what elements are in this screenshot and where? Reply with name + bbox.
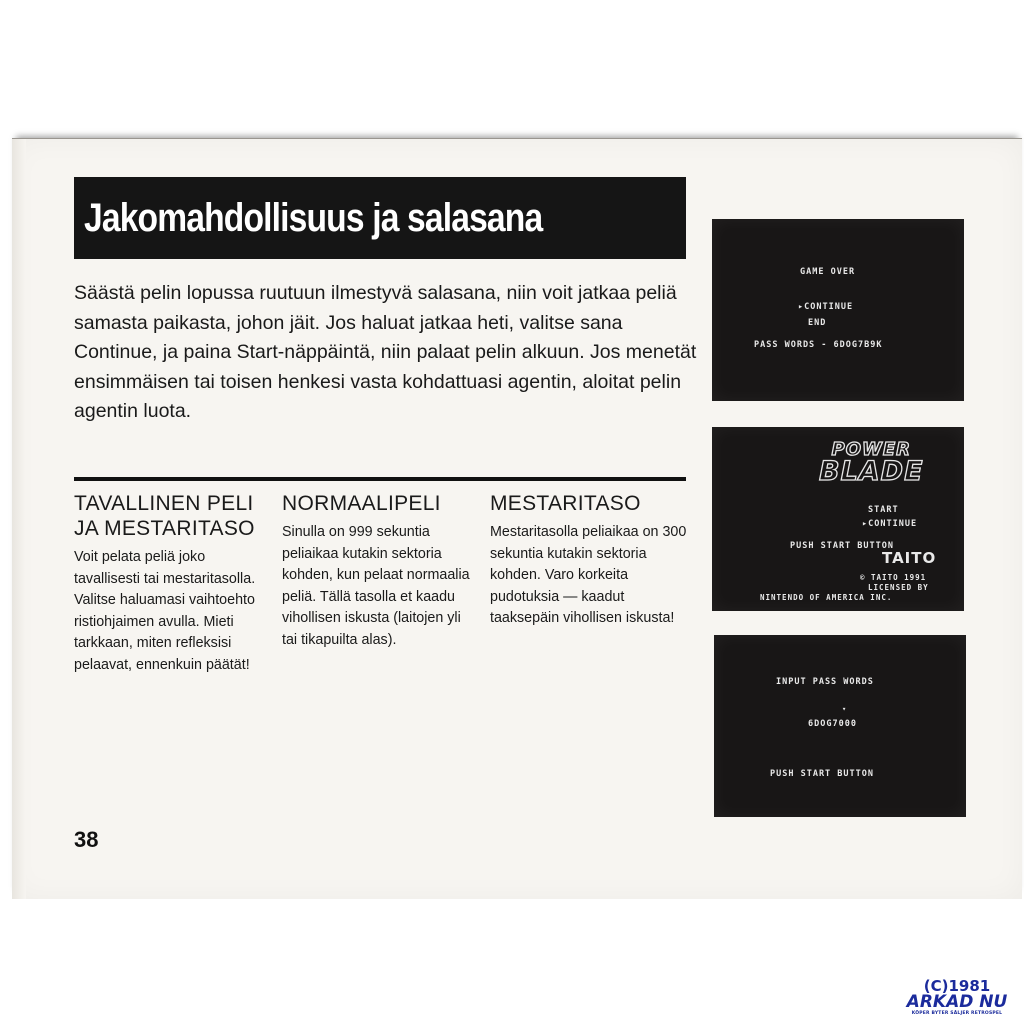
game-over-title: GAME OVER [800,267,856,277]
licensed-line: LICENSED BY [868,583,929,592]
column-body: Voit pelata peliä joko tavallisesti tai mestaritasolla. Valitse haluamasi vaihtoehto ristiohjaimen avulla. Mieti tarkkaan, miten refleksisi pelaavat, ennenkuin päätät! [74,549,256,673]
password-line: PASS WORDS - 6DOG7B9K [754,340,883,350]
password-code: 6DOG7000 [808,719,857,729]
column-heading: TAVALLINEN PELI JA MESTARITASO [74,492,255,540]
page-number: 38 [74,827,99,852]
power-blade-logo: POWER BLADE [819,439,924,487]
title-bar [74,177,686,259]
column-heading: MESTARITASO [490,492,641,515]
page-edge [12,139,26,899]
copyright-line: © TAITO 1991 [860,573,927,582]
taito-logo: TAITO [882,549,937,567]
column-body: Sinulla on 999 sekuntia peliaikaa kutakin sektoria kohden, kun pelaat normaalia peliä. Tällä tasolla et kaadu vihollisen iskusta (laitojen yli tai tikapuilta alas). [282,524,470,648]
column-body: Mestaritasolla peliaikaa on 300 sekuntia kutakin sektoria kohden. Varo korkeita pudotuksia — kaadut taaksepäin vihollisen iskusta! [490,524,687,626]
push-start-prompt: PUSH START BUTTON [770,769,874,779]
input-password-screenshot [714,635,966,817]
column-normal-game [282,491,477,651]
page-title: Jakomahdollisuus ja salasana [84,195,543,240]
title-screen-screenshot [712,427,964,611]
nintendo-line: NINTENDO OF AMERICA INC. [760,593,893,602]
continue-option: ▸CONTINUE [862,519,918,529]
column-heading: NORMAALIPELI [282,492,441,515]
column-master-level [490,491,690,630]
start-option: START [868,505,899,515]
arkad-watermark: (C)1981 ARKAD NU KÖPER BYTER SÄLJER RETROSPEL [906,977,1008,1016]
push-start-prompt: PUSH START BUTTON [790,541,894,551]
section-divider [74,477,686,481]
continue-option: ▸CONTINUE [798,302,854,312]
manual-page [12,138,1022,899]
end-option: END [808,318,827,328]
column-normal-and-master [74,491,264,676]
input-password-title: INPUT PASS WORDS [776,677,874,687]
game-over-screenshot [712,219,964,401]
cursor-marker: ▾ [842,705,848,713]
intro-paragraph: Säästä pelin lopussa ruutuun ilmestyvä salasana, niin voit jatkaa peliä samasta paikasta, johon jäit. Jos haluat jatkaa heti, valitse sana Continue, ja paina Start-näppäintä, niin palaat pelin alkuun. Jos menetät ensimmäisen tai toisen henkesi vasta kohdattuasi agentin, aloitat pelin agentin luota. [74,282,697,422]
